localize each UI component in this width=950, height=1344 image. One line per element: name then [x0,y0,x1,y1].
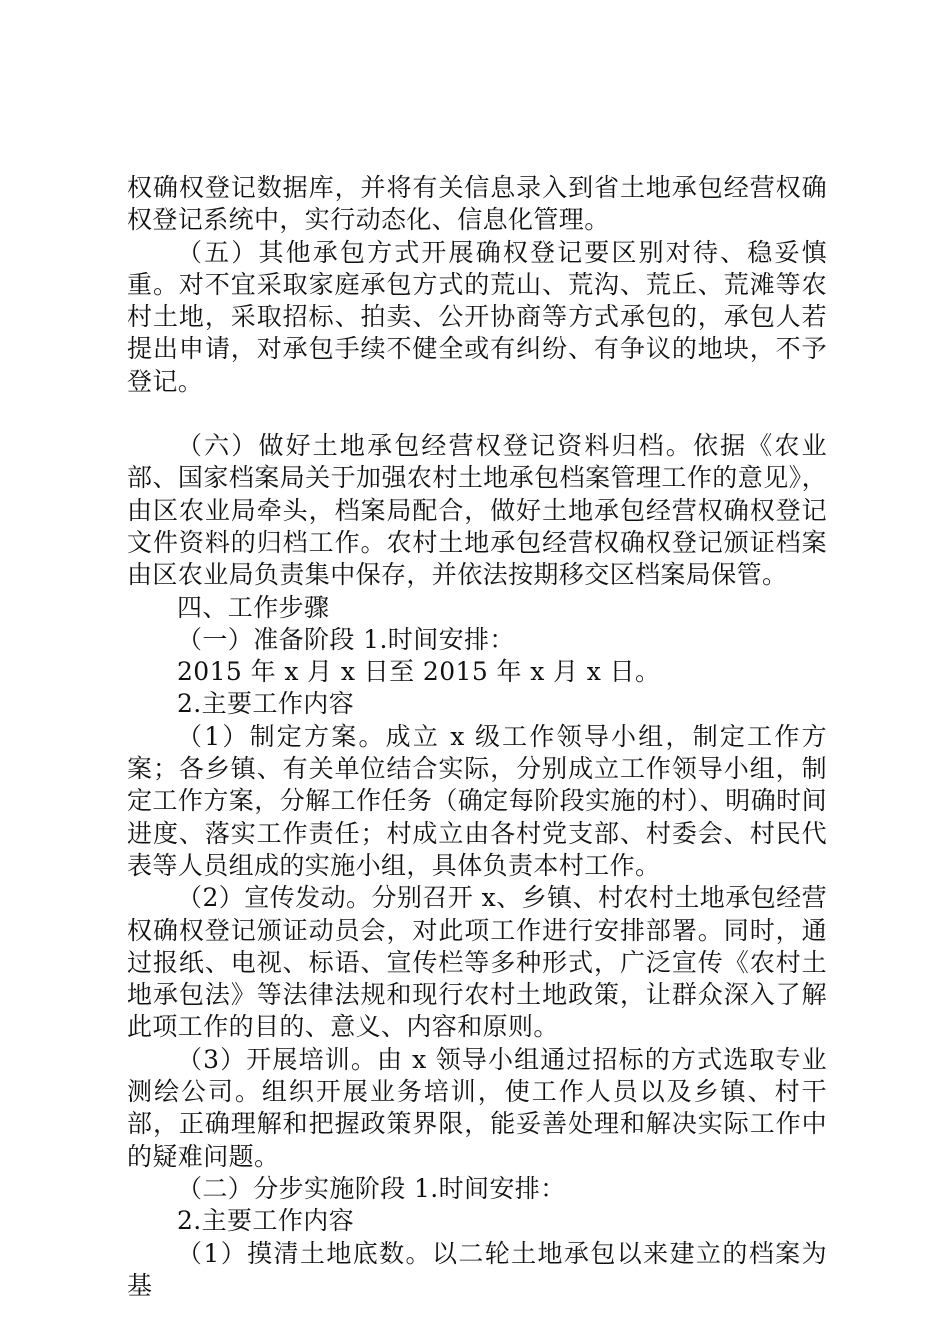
stage-1-content-heading: 2.主要工作内容 [177,689,355,719]
paragraph-publicity: （2）宣传发动。分别召开 x、乡镇、村农村土地承包经营权确权登记颁证动员会，对此项工作进行安排部署。同时，通过报纸、电视、标语、宣传栏等多种形式，广泛宣传《农村土地承包法》等法律法规和现行农村土地政策，让群众深入了解此项工作的目的、意义、内容和原则。 [127,883,827,1042]
paragraph-land-survey: （1）摸清土地底数。以二轮土地承包以来建立的档案为基 [127,1238,827,1300]
stage-1-heading: （一）准备阶段 1.时间安排： [177,624,515,654]
section-heading-4: 四、工作步骤 [177,592,330,622]
paragraph-item-6: （六）做好土地承包经营权登记资料归档。依据《农业部、国家档案局关于加强农村土地承包档案管理工作的意见》，由区农业局牵头，档案局配合，做好土地承包经营权确权登记文件资料的归档工作。农村土地承包经营权确权登记颁证档案由区农业局负责集中保存，并依法按期移交区档案局保管。 [127,431,827,590]
stage-2-heading: （二）分步实施阶段 1.时间安排： [177,1173,566,1203]
paragraph-training: （3）开展培训。由 x 领导小组通过招标的方式选取专业测绘公司。组织开展业务培训，使工作人员以及乡镇、村干部，正确理解和把握政策界限，能妥善处理和解决实际工作中的疑难问题。 [127,1044,827,1171]
stage-2-content-heading: 2.主要工作内容 [177,1206,355,1236]
paragraph-item-5: （五）其他承包方式开展确权登记要区别对待、稳妥慎重。对不宜采取家庭承包方式的荒山、荒沟、荒丘、荒滩等农村土地，采取招标、拍卖、公开协商等方式承包的，承包人若提出申请，对承包手续不健全或有纠纷、有争议的地块，不予登记。 [127,237,827,396]
paragraph-plan: （1）制定方案。成立 x 级工作领导小组，制定工作方案；各乡镇、有关单位结合实际，分别成立工作领导小组，制定工作方案，分解工作任务（确定每阶段实施的村）、明确时间进度、落实工作责任；村成立由各村党支部、村委会、村民代表等人员组成的实施小组，具体负责本村工作。 [127,721,827,880]
stage-1-time: 2015 年 x 月 x 日至 2015 年 x 月 x 日。 [177,657,661,687]
paragraph-1: 权确权登记数据库，并将有关信息录入到省土地承包经营权确权登记系统中，实行动态化、信息化管理。 [127,173,827,235]
document-body [127,172,827,1302]
